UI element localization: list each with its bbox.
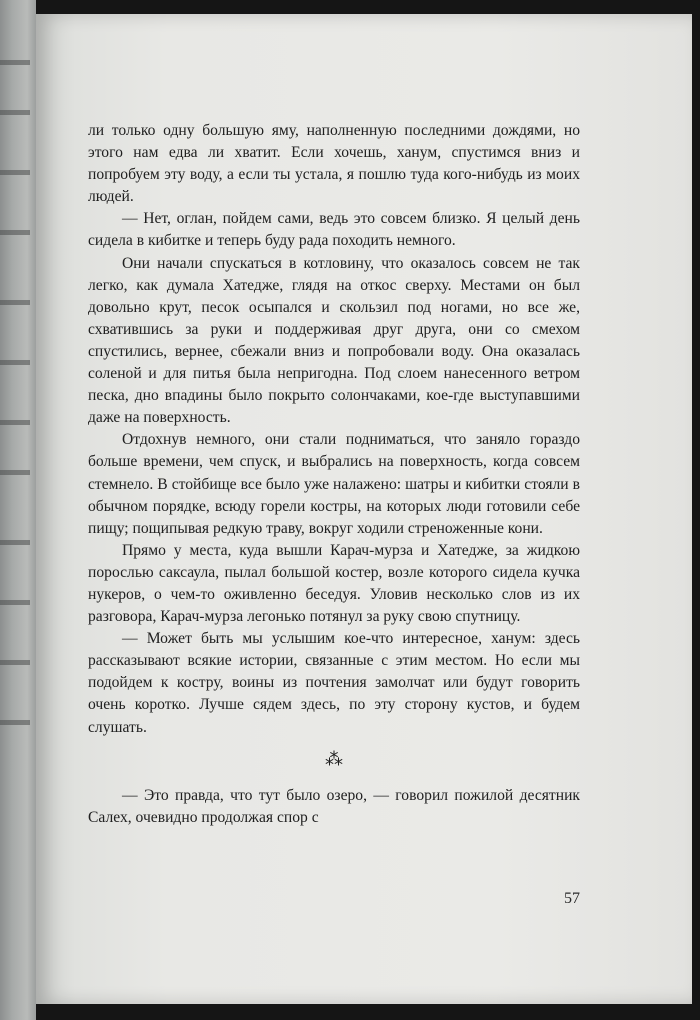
book-page [36,14,692,1004]
paragraph: Они начали спускаться в котловину, что оказалось совсем не так легко, как думала Хатедже, глядя на откос сверху. Местами он был довольно крут, песок осыпался и скользил под ногами, но все же, схватившись за руки и поддерживая друг друга, они со смехом спустились, вернее, сбежали вниз и попробовали воду. Она оказалась соленой и для питья была непригодна. Под слоем нанесенного ветром песка, дно впадины было покрыто солончаками, кое-где выступавшими даже на поверхность. [88,254,580,427]
bleed-line [0,540,30,545]
bleed-line [0,170,30,175]
page-number: 57 [564,890,580,907]
paragraph: — Это правда, что тут было озеро, — говорил пожилой десятник Салех, очевидно продолжая спор с [88,786,580,826]
bleed-line [0,60,30,65]
left-page-edge [0,0,36,1020]
bleed-line [0,300,30,305]
bleed-line [0,420,30,425]
paragraph: Прямо у места, куда вышли Карач-мурза и Хатедже, за жидкою порослью саксаула, пылал большой костер, возле которого сидела кучка нукеров, о чем-то оживленно беседуя. Уловив несколько слов из их разговора, Карач-мурза легонько потянул за руку свою спутницу. [88,541,580,626]
section-separator: ⁂ [325,748,343,770]
bleed-line [0,660,30,665]
bleed-line [0,360,30,365]
paragraph: ли только одну большую яму, наполненную последними дождями, но этого нам едва ли хватит. Если хочешь, ханум, спустимся вниз и попробуем эту воду, а если ты устала, я пошлю туда кого-нибудь из моих людей. [88,122,580,206]
paragraph: — Может быть мы услышим кое-что интересное, ханум: здесь рассказывают всякие истории, связанные с этим местом. Но если мы подойдем к костру, воины из почтения замолчат или будут говорить очень коротко. Лучше сядем здесь, по эту сторону кустов, и будем слушать. [88,630,580,736]
bleed-line [0,230,30,235]
paragraph: Отдохнув немного, они стали подниматься, что заняло гораздо больше времени, чем спуск, и выбрались на поверхность, когда совсем стемнело. В стойбище все было уже налажено: шатры и кибитки стояли в обычном порядке, всюду горели костры, на которых люди готовили себе пищу; пощипывая редкую траву, вокруг ходили стреноженные кони. [88,431,580,537]
bleed-line [0,110,30,115]
bleed-line [0,720,30,725]
bleed-line [0,470,30,475]
page-text [88,120,580,829]
bleed-line [0,600,30,605]
paragraph: — Нет, оглан, пойдем сами, ведь это совсем близко. Я целый день сидела в кибитке и теперь буду рада походить немного. [88,210,580,250]
